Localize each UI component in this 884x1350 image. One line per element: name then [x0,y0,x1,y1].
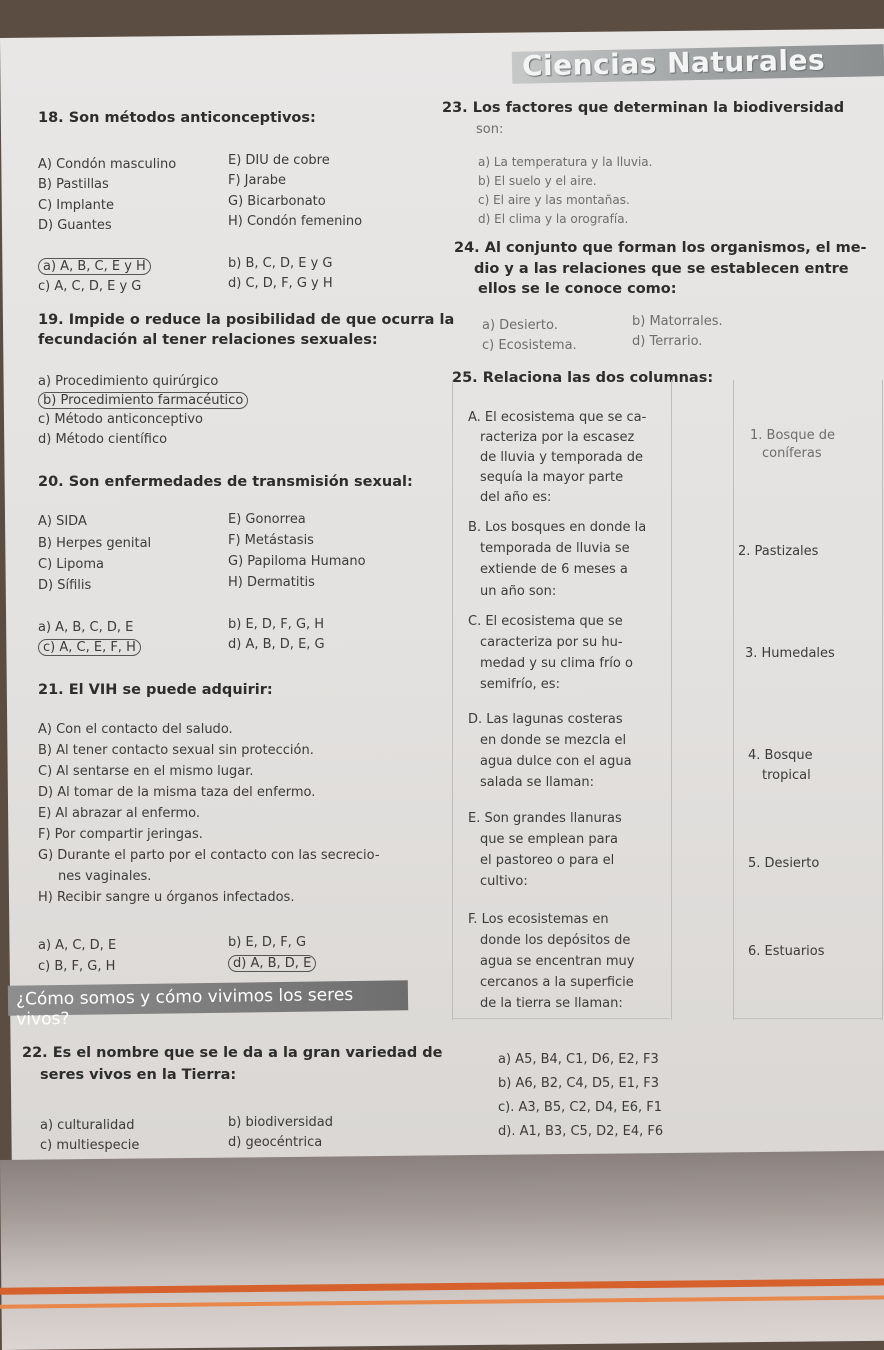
q18-item: E) DIU de cobre [228,153,330,168]
section-banner [8,980,408,1030]
q23-option-b[interactable]: b) El suelo y el aire. [478,174,597,188]
q20-item: A) SIDA [38,514,87,529]
q18-item: B) Pastillas [38,177,109,192]
answer-circle: c) A, C, E, F, H [38,639,141,656]
q24-title-line2: dio y a las relaciones que se establecen entre [474,261,849,277]
q21-item: H) Recibir sangre u órganos infectados. [38,890,295,905]
q25-left-item-d: en donde se mezcla el [480,733,627,748]
q18-item: D) Guantes [38,218,112,233]
q18-item: H) Condón femenino [228,214,363,229]
q25-right-item-4: 4. Bosque [748,748,813,763]
q18-item: A) Condón masculino [38,157,177,172]
q24-option-a[interactable]: a) Desierto. [482,318,558,333]
q19-option-a[interactable]: a) Procedimiento quirúrgico [38,374,219,389]
q19-option-b[interactable] [38,393,248,408]
q25-option-a[interactable]: a) A5, B4, C1, D6, E2, F3 [498,1052,659,1067]
q22-option-c[interactable]: c) multiespecie [40,1138,140,1153]
q25-left-item-a: de lluvia y temporada de [480,450,643,465]
q25-left-item-d: D. Las lagunas costeras [468,712,623,727]
q25-left-item-e: E. Son grandes llanuras [468,811,622,826]
q25-option-b[interactable]: b) A6, B2, C4, D5, E1, F3 [498,1076,659,1091]
q20-item: H) Dermatitis [228,575,315,590]
q25-option-d[interactable]: d). A1, B3, C5, D2, E4, F6 [498,1124,664,1139]
divider [453,1018,670,1019]
q21-item-continuation: nes vaginales. [58,869,152,884]
q24-title-line3: ellos se le conoce como: [478,281,677,297]
q25-left-item-e: que se emplean para [480,832,618,847]
q21-item: D) Al tomar de la misma taza del enfermo. [38,785,316,800]
q25-left-item-e: el pastoreo o para el [480,853,615,868]
q20-item: G) Papiloma Humano [228,554,366,569]
q23-title-line1: 23. Los factores que determinan la biodiversidad [442,100,845,116]
q21-option-c[interactable]: c) B, F, G, H [38,959,116,974]
q20-option-a[interactable]: a) A, B, C, D, E [38,620,134,635]
q25-left-item-d: agua dulce con el agua [480,754,632,769]
q19-title-line2: fecundación al tener relaciones sexuales: [38,332,378,348]
answer-circle: b) Procedimiento farmacéutico [38,392,248,409]
q22-option-b[interactable]: b) biodiversidad [228,1115,334,1130]
q25-left-item-c: medad y su clima frío o [480,656,633,671]
q25-right-item-3: 3. Humedales [745,646,835,661]
q25-left-item-a: sequía la mayor parte [480,470,624,485]
q20-option-c[interactable] [38,640,141,655]
q20-item: F) Metástasis [228,533,314,548]
q18-item: G) Bicarbonato [228,194,326,209]
q18-option-a[interactable] [38,259,151,274]
q25-left-item-b: B. Los bosques en donde la [468,520,647,535]
q23-option-c[interactable]: c) El aire y las montañas. [478,193,630,207]
q21-item: G) Durante el parto por el contacto con las secrecio- [38,848,380,863]
q24-option-c[interactable]: c) Ecosistema. [482,338,577,353]
q21-option-d[interactable] [228,956,316,971]
section-title: ¿Cómo somos y cómo vivimos los seres vivos? [15,984,354,1030]
q25-left-item-b: temporada de lluvia se [480,541,630,556]
q25-right-item-6: 6. Estuarios [748,944,825,959]
q25-left-item-b: extiende de 6 meses a [480,562,628,577]
q25-right-item-4: tropical [762,768,811,783]
q25-left-item-d: salada se llaman: [480,775,595,790]
q21-item: C) Al sentarse en el mismo lugar. [38,764,254,779]
q25-title: 25. Relaciona las dos columnas: [452,370,714,386]
q20-option-d[interactable]: d) A, B, D, E, G [228,637,325,652]
page-bottom-shadow [0,1151,884,1350]
q25-left-item-f: cercanos a la superficie [480,975,634,990]
q25-right-item-5: 5. Desierto [748,856,820,871]
q25-right-column [733,380,883,1020]
q19-title-line1: 19. Impide o reduce la posibilidad de que ocurra la [38,312,455,328]
q25-left-item-b: un año son: [480,584,557,599]
q21-item: E) Al abrazar al enfermo. [38,806,201,821]
q21-title: 21. El VIH se puede adquirir: [38,682,273,698]
q18-option-d[interactable]: d) C, D, F, G y H [228,276,333,291]
q24-option-b[interactable]: b) Matorrales. [632,314,723,329]
q25-left-item-e: cultivo: [480,874,528,889]
q20-item: B) Herpes genital [38,536,152,551]
q23-option-d[interactable]: d) El clima y la orografía. [478,212,629,226]
q25-left-item-a: A. El ecosistema que se ca- [468,410,647,425]
q25-left-item-f: donde los depósitos de [480,933,631,948]
q18-option-c[interactable]: c) A, C, D, E y G [38,279,142,294]
q24-title-line1: 24. Al conjunto que forman los organismos, el me- [454,240,867,256]
q23-title-line2: son: [476,122,504,137]
q22-title-line1: 22. Es el nombre que se le da a la gran variedad de [22,1045,443,1061]
q18-item: F) Jarabe [228,173,287,188]
q25-left-item-a: racteriza por la escasez [480,430,635,445]
q25-left-item-a: del año es: [480,490,552,505]
q21-item: A) Con el contacto del saludo. [38,722,233,737]
q25-left-item-f: agua se encentran muy [480,954,635,969]
q18-item: C) Implante [38,198,114,213]
q25-left-item-f: F. Los ecosistemas en [468,912,609,927]
q25-left-item-f: de la tierra se llaman: [480,996,623,1011]
answer-circle: d) A, B, D, E [228,955,316,972]
q25-left-item-c: semifrío, es: [480,677,560,692]
q21-option-a[interactable]: a) A, C, D, E [38,938,117,953]
q20-title: 20. Son enfermedades de transmisión sexual: [38,474,413,490]
q25-right-item-2: 2. Pastizales [738,544,819,559]
q25-right-item-1: coníferas [762,446,822,461]
answer-circle: a) A, B, C, E y H [38,258,151,275]
q25-left-item-c: caracteriza por su hu- [480,635,623,650]
q25-right-item-1: 1. Bosque de [750,428,836,443]
q19-option-c[interactable]: c) Método anticonceptivo [38,412,203,427]
q24-option-d[interactable]: d) Terrario. [632,334,703,349]
q18-title: 18. Son métodos anticonceptivos: [38,110,316,126]
q20-item: C) Lipoma [38,557,104,572]
q23-option-a[interactable]: a) La temperatura y la lluvia. [478,155,653,169]
q22-option-a[interactable]: a) culturalidad [40,1118,135,1133]
q21-option-b[interactable]: b) E, D, F, G [228,935,307,950]
subject-title: Ciencias Naturales [521,43,826,83]
q22-option-d[interactable]: d) geocéntrica [228,1135,323,1150]
q22-title-line2: seres vivos en la Tierra: [40,1067,237,1083]
q20-option-b[interactable]: b) E, D, F, G, H [228,617,325,632]
q20-item: D) Sífilis [38,578,92,593]
q20-item: E) Gonorrea [228,512,306,527]
q25-left-item-c: C. El ecosistema que se [468,614,623,629]
q21-item: B) Al tener contacto sexual sin protección. [38,743,314,758]
q25-option-c[interactable]: c). A3, B5, C2, D4, E6, F1 [498,1100,663,1115]
q19-option-d[interactable]: d) Método científico [38,432,168,447]
q21-item: F) Por compartir jeringas. [38,827,203,842]
q18-option-b[interactable]: b) B, C, D, E y G [228,256,333,271]
divider [734,1018,882,1019]
